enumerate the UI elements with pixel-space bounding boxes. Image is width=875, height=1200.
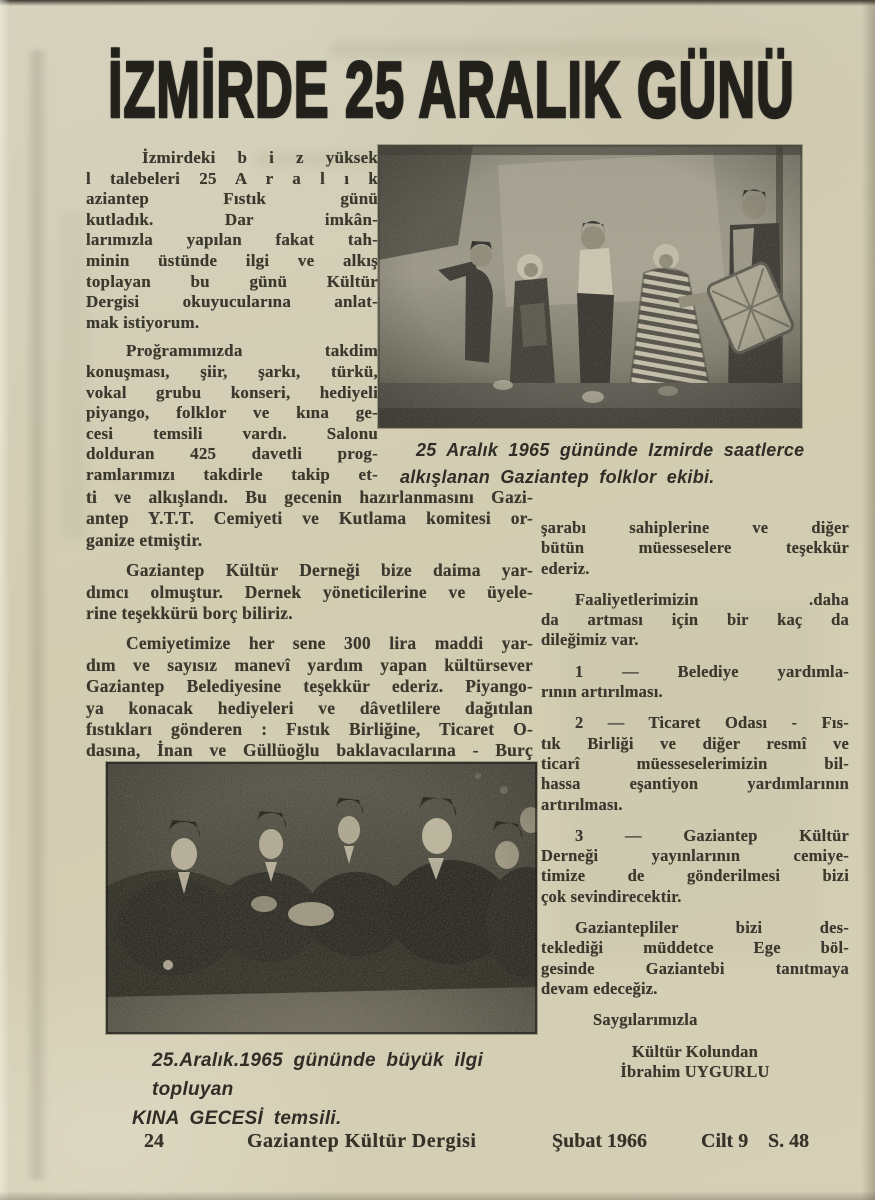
text-line: dasına, İnan ve Güllüoğlu baklavacılarına - Burç bbox=[86, 740, 533, 761]
paragraph bbox=[541, 1010, 849, 1030]
scan-edge-left bbox=[0, 0, 10, 1200]
text-line: gesinde Gaziantebi tanıtmaya bbox=[541, 958, 849, 978]
binding-shadow bbox=[26, 50, 48, 1180]
folklor-photo-caption bbox=[400, 437, 812, 491]
text-line: teklediği müddetce Ege böl- bbox=[541, 938, 849, 958]
text-line: rine teşekkürü borç biliriz. bbox=[86, 603, 293, 624]
folklor-ekibi-photo bbox=[378, 145, 802, 428]
text-line: 1 — Belediye yardımla- bbox=[575, 661, 849, 681]
text-line: Gaziantep Kültür Derneği bize daima yar- bbox=[126, 560, 533, 581]
text-line: 2 — Ticaret Odası - Fıs- bbox=[575, 713, 849, 733]
text-line: çok sevindirecektir. bbox=[541, 886, 682, 906]
text-line: l talebeleri 25 A r a l ı k bbox=[86, 168, 378, 188]
text-line: toplayan bu günü Kültür bbox=[86, 271, 378, 291]
text-line: İzmirdeki b i z yüksek bbox=[142, 148, 378, 167]
text-line: tık Birliği ve diğer resmî ve bbox=[541, 733, 849, 753]
text-line: 3 — Gaziantep Kültür bbox=[575, 825, 849, 845]
headline-text: İZMİRDE 25 ARALIK GÜNÜ bbox=[108, 45, 795, 135]
scan-edge-top bbox=[0, 0, 875, 6]
journal-title: Gaziantep Kültür Dergisi bbox=[247, 1130, 477, 1152]
paragraph bbox=[86, 148, 378, 333]
text-line: mak istiyorum. bbox=[86, 312, 200, 332]
volume-label: Cilt 9 bbox=[701, 1130, 749, 1152]
text-line: minin üstünde ilgi ve alkış bbox=[86, 250, 378, 270]
text-line: alkışlanan Gaziantep folklor ekibi. bbox=[400, 467, 715, 487]
text-line: ya konacak hediyeleri ve dâvetlilere dağıtılan bbox=[86, 697, 533, 718]
text-line: cesi temsili vardı. Salonu bbox=[86, 423, 378, 443]
page-footer bbox=[0, 1130, 875, 1164]
kina-photo-art bbox=[106, 762, 537, 1034]
article-column-right bbox=[541, 518, 849, 1082]
bleed-through-text bbox=[60, 210, 88, 540]
page-number: 24 bbox=[144, 1130, 164, 1152]
text-line: vokal grubu konseri, hediyeli bbox=[86, 382, 378, 402]
paragraph bbox=[541, 918, 849, 999]
text-line: şarabı sahiplerine ve diğer bbox=[541, 518, 849, 537]
paragraph bbox=[541, 826, 849, 907]
scan-edge-right bbox=[861, 0, 875, 1200]
paragraph bbox=[132, 1046, 542, 1133]
text-line: dımcı olmuştur. Dernek yöneticilerine ve üyele- bbox=[86, 581, 533, 602]
paragraph bbox=[86, 633, 533, 761]
text-line: dileğimiz var. bbox=[541, 630, 639, 650]
kina-gecesi-photo bbox=[106, 762, 537, 1034]
text-line: hassa eşantiyon yardımlarının bbox=[541, 774, 849, 794]
page-code: S. 48 bbox=[768, 1130, 810, 1152]
text-line: 25 Aralık 1965 gününde Izmirde saatlerce bbox=[416, 440, 805, 460]
text-line: 25.Aralık.1965 gününde büyük ilgi topluyan bbox=[152, 1050, 484, 1100]
scan-edge-bottom bbox=[0, 1191, 875, 1200]
text-line: dım ve sayısız manevî yardım yapan kültürsever bbox=[86, 654, 533, 675]
issue-date: Şubat 1966 bbox=[552, 1130, 648, 1152]
text-line: Gaziantep Belediyesine teşekkür ederiz. Piyango- bbox=[86, 676, 533, 697]
text-line: larımızla yapılan fakat tah- bbox=[86, 230, 378, 250]
text-line: İbrahim UYGURLU bbox=[620, 1061, 770, 1081]
text-line: aziantep Fıstık günü bbox=[86, 189, 378, 209]
text-line: rının artırılması. bbox=[541, 682, 663, 702]
text-line: ramlarımızı takdirle takip et- bbox=[86, 464, 378, 484]
article-column-left-narrow bbox=[86, 148, 378, 486]
paragraph bbox=[86, 560, 533, 624]
text-line: antep Y.T.T. Cemiyeti ve Kutlama komitesi or- bbox=[86, 508, 533, 529]
text-line: Dergisi okuyucularına anlat- bbox=[86, 292, 378, 312]
folklor-photo-art bbox=[378, 145, 802, 428]
text-line: da artması için bir kaç da bbox=[541, 610, 849, 630]
text-line: piyango, folklor ve kına ge- bbox=[86, 403, 378, 423]
text-line: KINA GECESİ temsili. bbox=[132, 1108, 342, 1129]
text-line: ti ve alkışlandı. Bu gecenin hazırlanmasını Gazi- bbox=[86, 487, 533, 507]
article-column-left-wide bbox=[86, 487, 533, 762]
text-line: Derneği yayınlarının cemiye- bbox=[541, 846, 849, 866]
text-line: konuşması, şiir, şarkı, türkü, bbox=[86, 361, 378, 381]
text-line: ederiz. bbox=[541, 558, 590, 578]
paragraph bbox=[541, 590, 849, 651]
text-line: devam edeceğiz. bbox=[541, 978, 658, 998]
text-line: fıstıkları gönderen : Fıstık Birliğine, Ticaret O- bbox=[86, 719, 533, 740]
text-line: ticarî müesseselerimizin bil- bbox=[541, 753, 849, 773]
text-line: Cemiyetimize her sene 300 lira maddi yar- bbox=[126, 633, 533, 654]
paragraph bbox=[400, 437, 812, 491]
text-line: timize de gönderilmesi bizi bbox=[541, 866, 849, 886]
text-line: bütün müesseselere teşekkür bbox=[541, 538, 849, 558]
paragraph bbox=[541, 662, 849, 703]
page-headline bbox=[108, 45, 848, 135]
text-line: artırılması. bbox=[541, 794, 623, 814]
paragraph bbox=[541, 713, 849, 814]
text-line: Faaliyetlerimizin .daha bbox=[575, 589, 849, 609]
text-line: dolduran 425 davetli prog- bbox=[86, 444, 378, 464]
text-line: Saygılarımızla bbox=[593, 1010, 698, 1030]
paragraph bbox=[86, 341, 378, 485]
paragraph bbox=[541, 1042, 849, 1083]
paragraph bbox=[541, 518, 849, 579]
text-line: ganize etmiştir. bbox=[86, 529, 203, 550]
paragraph bbox=[86, 487, 533, 551]
text-line: kutladık. Dar imkân- bbox=[86, 209, 378, 229]
text-line: Kültür Kolundan bbox=[631, 1041, 759, 1061]
kina-photo-caption bbox=[132, 1046, 542, 1133]
text-line: Gaziantepliler bizi des- bbox=[575, 918, 849, 938]
text-line: Proğramımızda takdim bbox=[126, 341, 378, 361]
